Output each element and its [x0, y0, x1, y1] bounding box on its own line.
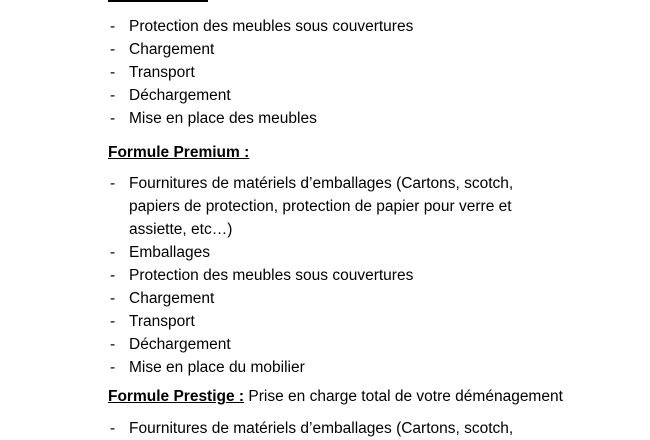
premium-heading [108, 141, 249, 164]
prestige-heading [108, 385, 563, 408]
list-item-text: Mise en place du mobilier [129, 359, 305, 376]
list-item-text: Chargement [129, 290, 215, 307]
bullet-dash: - [110, 336, 116, 353]
list-item [0, 84, 650, 107]
list-item-text: Mise en place des meubles [129, 110, 317, 127]
list-item-text: Chargement [129, 41, 215, 58]
bullet-dash: - [110, 110, 116, 127]
list-item-text: Protection des meubles sous couvertures [129, 18, 414, 35]
bullet-dash: - [110, 267, 116, 284]
list-item [0, 356, 650, 379]
prestige-heading-label: Formule Prestige : [108, 388, 245, 405]
list-item [0, 264, 650, 287]
bullet-dash: - [110, 290, 116, 307]
bullet-dash: - [110, 175, 116, 192]
bullet-dash: - [110, 18, 116, 35]
list-top [0, 15, 650, 130]
list-item [0, 107, 650, 130]
list-item [0, 172, 650, 241]
bullet-dash: - [110, 41, 116, 58]
list-item [0, 310, 650, 333]
bullet-dash: - [110, 64, 116, 81]
list-item [0, 287, 650, 310]
list-item [0, 15, 650, 38]
list-item [0, 241, 650, 264]
list-item-text: Transport [129, 64, 195, 81]
list-prestige [0, 417, 650, 440]
list-item-text: Protection des meubles sous couvertures [129, 267, 414, 284]
list-premium [0, 172, 650, 379]
list-item-text: Déchargement [129, 336, 231, 353]
bullet-dash: - [110, 244, 116, 261]
bullet-dash: - [110, 87, 116, 104]
list-item [0, 61, 650, 84]
list-item [0, 38, 650, 61]
list-item-text: Déchargement [129, 87, 231, 104]
bullet-dash: - [110, 313, 116, 330]
list-item [0, 333, 650, 356]
list-item [0, 417, 650, 440]
list-item-text: Fournitures de matériels d’emballages (Cartons, scotch, [129, 420, 514, 437]
list-item-text: Fournitures de matériels d’emballages (Cartons, scotch, papiers de protection, protection de papier pour verre et assiette, etc…) [129, 175, 514, 238]
bullet-dash: - [110, 420, 116, 437]
prestige-subtitle: Prise en charge total de votre déménagement [244, 388, 563, 405]
premium-heading-label: Formule Premium : [108, 144, 250, 161]
heading-underline-fragment [108, 0, 208, 2]
bullet-dash: - [110, 359, 116, 376]
list-item-text: Emballages [129, 244, 210, 261]
list-item-text: Transport [129, 313, 195, 330]
